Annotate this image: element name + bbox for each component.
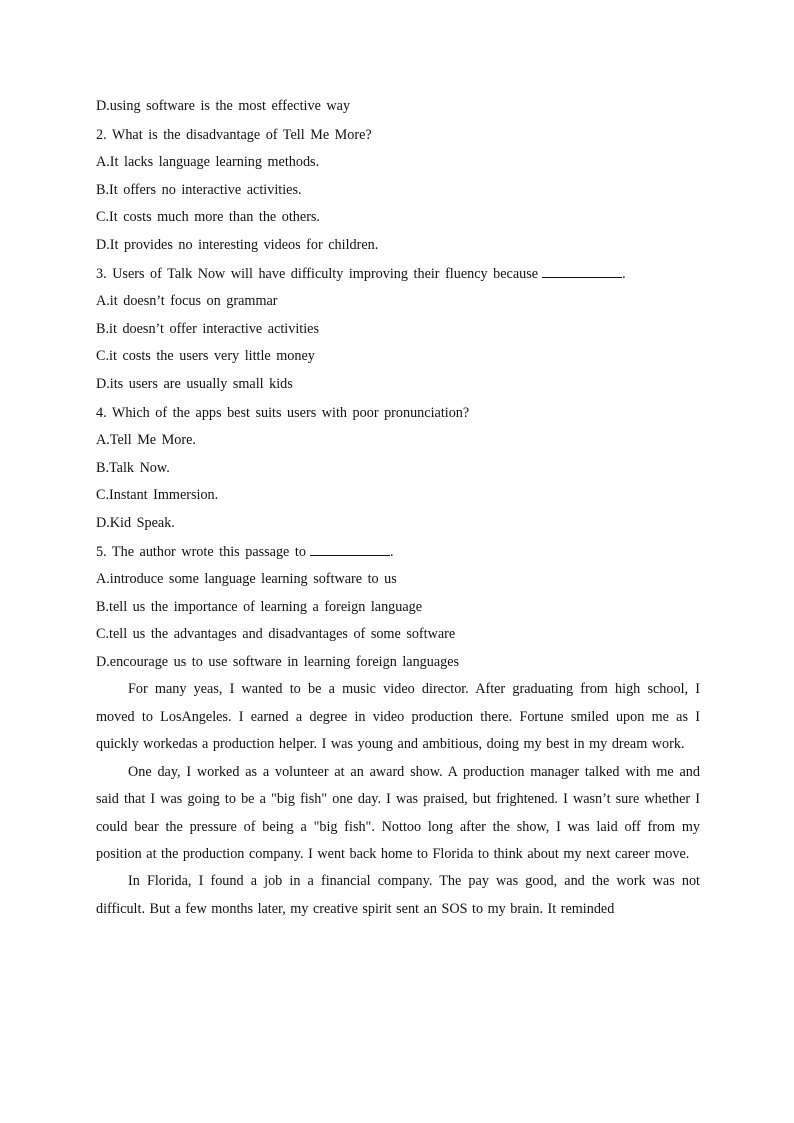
question-3-stem: 3. Users of Talk Now will have difficulty improving their fluency because bbox=[96, 265, 539, 282]
question-5 bbox=[96, 539, 700, 677]
question-4 bbox=[96, 400, 700, 538]
question-3 bbox=[96, 261, 700, 399]
question-4-option-a: A.Tell Me More. bbox=[96, 432, 196, 449]
question-5-option-d: D.encourage us to use software in learning foreign languages bbox=[96, 653, 460, 670]
question-2-option-d: D.It provides no interesting videos for children. bbox=[96, 236, 379, 253]
question-4-option-c: C.Instant Immersion. bbox=[96, 487, 219, 504]
question-4-option-b: B.Talk Now. bbox=[96, 459, 170, 476]
question-5-stem-line: 5. The author wrote this passage to . bbox=[96, 543, 394, 560]
question-5-option-c: C.tell us the advantages and disadvantages of some software bbox=[96, 626, 456, 643]
question-2-option-b: B.It offers no interactive activities. bbox=[96, 181, 302, 198]
reading-passage bbox=[96, 676, 700, 923]
passage-paragraph-2: One day, I worked as a volunteer at an award show. A production manager talked with me and said that I was going to be a "big fish" one day. I was praised, but frightened. I wasn’t sure whether I could bear the pressure of being a "big fish". Nottoo long after the show, I was laid off from my position at the production company. I went back home to Florida to think about my next career move. bbox=[96, 763, 700, 862]
document-page bbox=[96, 93, 700, 923]
question-4-stem: 4. Which of the apps best suits users with poor pronunciation? bbox=[96, 404, 470, 421]
question-4-option-d: D.Kid Speak. bbox=[96, 514, 175, 531]
question-3-stem-line: 3. Users of Talk Now will have difficulty improving their fluency because . bbox=[96, 265, 626, 282]
question-2-option-a: A.It lacks language learning methods. bbox=[96, 154, 320, 171]
question-5-option-a: A.introduce some language learning software to us bbox=[96, 571, 397, 588]
passage-paragraph-3: In Florida, I found a job in a financial company. The pay was good, and the work was not difficult. But a few months later, my creative spirit sent an SOS to my brain. It reminded bbox=[96, 873, 700, 917]
question-1-option-d: D.using software is the most effective way bbox=[96, 98, 351, 114]
question-3-option-b: B.it doesn’t offer interactive activities bbox=[96, 320, 319, 337]
answer-blank bbox=[542, 265, 622, 278]
question-5-option-b: B.tell us the importance of learning a foreign language bbox=[96, 598, 423, 615]
answer-blank bbox=[310, 543, 390, 556]
question-2 bbox=[96, 122, 700, 260]
passage-paragraph-1: For many yeas, I wanted to be a music video director. After graduating from high school, I moved to LosAngeles. I earned a degree in video production there. Fortune smiled upon me as I quickly workedas a production helper. I was young and ambitious, doing my best in my dream work. bbox=[96, 681, 700, 753]
question-3-option-c: C.it costs the users very little money bbox=[96, 348, 315, 365]
question-3-option-d: D.its users are usually small kids bbox=[96, 375, 293, 392]
question-5-stem: 5. The author wrote this passage to bbox=[96, 543, 306, 560]
question-3-option-a: A.it doesn’t focus on grammar bbox=[96, 293, 278, 310]
question-2-stem: 2. What is the disadvantage of Tell Me More? bbox=[96, 126, 372, 143]
question-2-option-c: C.It costs much more than the others. bbox=[96, 209, 320, 226]
